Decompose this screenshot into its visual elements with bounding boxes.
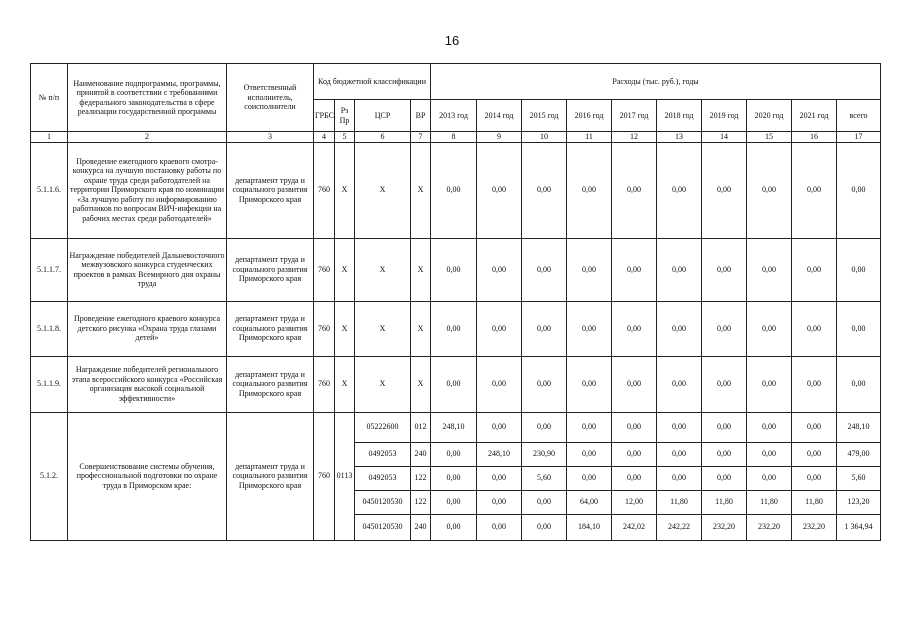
row-value: 184,10: [567, 514, 612, 540]
row-value: 248,10: [477, 442, 522, 466]
column-number: 3: [227, 132, 314, 143]
row-value: 0,00: [837, 238, 881, 301]
row-value: 0,00: [522, 301, 567, 356]
row-value: 0,00: [567, 356, 612, 412]
header-year: 2021 год: [792, 100, 837, 132]
row-value: 0,00: [431, 142, 477, 238]
row-csr: Х: [355, 238, 411, 301]
header-sub-csr: ЦСР: [355, 100, 411, 132]
row-responsible: департамент труда и социального развития Приморского края: [227, 142, 314, 238]
row-value: 64,00: [567, 490, 612, 514]
row-vr: Х: [411, 356, 431, 412]
row-rzpr: 0113: [335, 412, 355, 540]
column-number: 2: [68, 132, 227, 143]
column-number: 17: [837, 132, 881, 143]
header-year: 2016 год: [567, 100, 612, 132]
row-value: 479,00: [837, 442, 881, 466]
header-col-budget-code: Код бюджетной классификации: [314, 64, 431, 100]
row-vr: 240: [411, 514, 431, 540]
row-value: 0,00: [702, 142, 747, 238]
row-grbs: 760: [314, 412, 335, 540]
row-grbs: 760: [314, 356, 335, 412]
row-value: 0,00: [477, 514, 522, 540]
row-value: 0,00: [747, 466, 792, 490]
table-row: [31, 301, 881, 356]
row-vr: 122: [411, 490, 431, 514]
row-value: 0,00: [792, 301, 837, 356]
row-grbs: 760: [314, 142, 335, 238]
row-value: 0,00: [477, 238, 522, 301]
row-value: 232,20: [792, 514, 837, 540]
row-value: 230,90: [522, 442, 567, 466]
row-value: 232,20: [747, 514, 792, 540]
row-rzpr: Х: [335, 356, 355, 412]
header-sub-grbs: ГРБС: [314, 100, 335, 132]
row-value: 0,00: [657, 412, 702, 442]
row-value: 0,00: [747, 356, 792, 412]
row-value: 0,00: [612, 356, 657, 412]
column-number: 11: [567, 132, 612, 143]
row-value: 0,00: [431, 356, 477, 412]
row-value: 0,00: [477, 356, 522, 412]
row-value: 0,00: [657, 356, 702, 412]
row-value: 0,00: [657, 142, 702, 238]
row-responsible: департамент труда и социального развития Приморского края: [227, 238, 314, 301]
row-csr: 0450120530: [355, 490, 411, 514]
row-value: 0,00: [612, 238, 657, 301]
row-value: 0,00: [477, 412, 522, 442]
row-value: 0,00: [522, 356, 567, 412]
column-number: 12: [612, 132, 657, 143]
table-row: [31, 412, 881, 442]
row-value: 0,00: [567, 466, 612, 490]
row-responsible: департамент труда и социального развития Приморского края: [227, 356, 314, 412]
row-grbs: 760: [314, 301, 335, 356]
row-value: 0,00: [792, 142, 837, 238]
row-responsible: департамент труда и социального развития Приморского края: [227, 301, 314, 356]
header-year: 2015 год: [522, 100, 567, 132]
row-value: 0,00: [702, 301, 747, 356]
column-number: 14: [702, 132, 747, 143]
budget-table: [30, 63, 881, 541]
row-value: 0,00: [612, 466, 657, 490]
row-responsible: департамент труда и социального развития Приморского края: [227, 412, 314, 540]
row-csr: Х: [355, 301, 411, 356]
row-number: 5.1.1.9.: [31, 356, 68, 412]
row-value: 0,00: [792, 412, 837, 442]
row-vr: Х: [411, 238, 431, 301]
row-csr: 05222600: [355, 412, 411, 442]
header-year: 2017 год: [612, 100, 657, 132]
row-value: 5,60: [522, 466, 567, 490]
row-value: 0,00: [792, 466, 837, 490]
row-value: 0,00: [657, 442, 702, 466]
column-number: 1: [31, 132, 68, 143]
row-value: 0,00: [612, 442, 657, 466]
row-value: 0,00: [702, 238, 747, 301]
row-vr: 122: [411, 466, 431, 490]
row-value: 0,00: [477, 142, 522, 238]
row-value: 0,00: [431, 490, 477, 514]
row-name: Проведение ежегодного краевого смотра-конкурса на лучшую постановку работы по охране труда среди работодателей на территории Приморского края по номинации «За лучшую работу по информированию работников по вопросам ВИЧ-инфекции на рабочих местах среди работодателей»: [68, 142, 227, 238]
row-value: 0,00: [431, 238, 477, 301]
row-value: 0,00: [612, 412, 657, 442]
row-value: 248,10: [837, 412, 881, 442]
header-year: 2018 год: [657, 100, 702, 132]
header-year: 2014 год: [477, 100, 522, 132]
row-value: 0,00: [657, 238, 702, 301]
row-value: 123,20: [837, 490, 881, 514]
row-value: 0,00: [747, 301, 792, 356]
row-value: 0,00: [702, 442, 747, 466]
row-vr: 012: [411, 412, 431, 442]
row-value: 0,00: [567, 412, 612, 442]
row-csr: 0450120530: [355, 514, 411, 540]
row-value: 248,10: [431, 412, 477, 442]
row-name: Проведение ежегодного краевого конкурса детского рисунка «Охрана труда глазами детей»: [68, 301, 227, 356]
row-value: 12,00: [612, 490, 657, 514]
row-value: 0,00: [567, 301, 612, 356]
row-value: 0,00: [702, 356, 747, 412]
row-csr: Х: [355, 356, 411, 412]
header-year: всего: [837, 100, 881, 132]
column-number: 5: [335, 132, 355, 143]
column-number: 7: [411, 132, 431, 143]
row-vr: Х: [411, 142, 431, 238]
row-value: 0,00: [702, 412, 747, 442]
row-value: 242,02: [612, 514, 657, 540]
row-value: 5,60: [837, 466, 881, 490]
row-name: Совершенствование системы обучения, профессиональной подготовки по охране труда в Приморском крае:: [68, 412, 227, 540]
row-name: Награждение победителей регионального этапа всероссийского конкурса «Российская организация высокой социальной эффективности»: [68, 356, 227, 412]
row-vr: Х: [411, 301, 431, 356]
row-value: 0,00: [522, 514, 567, 540]
row-rzpr: Х: [335, 238, 355, 301]
column-number: 4: [314, 132, 335, 143]
row-value: 0,00: [837, 356, 881, 412]
header-year: 2013 год: [431, 100, 477, 132]
row-value: 1 364,94: [837, 514, 881, 540]
header-col-no: № п/п: [31, 64, 68, 132]
column-number: 15: [747, 132, 792, 143]
row-value: 0,00: [837, 301, 881, 356]
row-value: 11,80: [747, 490, 792, 514]
column-number: 13: [657, 132, 702, 143]
row-value: 0,00: [522, 142, 567, 238]
row-csr: Х: [355, 142, 411, 238]
row-value: 242,22: [657, 514, 702, 540]
row-value: 11,80: [702, 490, 747, 514]
row-value: 0,00: [747, 142, 792, 238]
column-number: 6: [355, 132, 411, 143]
row-number: 5.1.1.8.: [31, 301, 68, 356]
table-row: [31, 142, 881, 238]
table-row: [31, 356, 881, 412]
row-value: 0,00: [567, 238, 612, 301]
row-value: 0,00: [747, 412, 792, 442]
row-value: 0,00: [522, 238, 567, 301]
column-number: 10: [522, 132, 567, 143]
row-value: 0,00: [612, 301, 657, 356]
header-col-expenses: Расходы (тыс. руб.), годы: [431, 64, 881, 100]
row-value: 0,00: [477, 466, 522, 490]
table-row: [31, 238, 881, 301]
row-value: 0,00: [477, 490, 522, 514]
header-year: 2019 год: [702, 100, 747, 132]
row-value: 0,00: [657, 301, 702, 356]
row-value: 0,00: [431, 301, 477, 356]
column-number: 9: [477, 132, 522, 143]
row-value: 0,00: [477, 301, 522, 356]
row-value: 0,00: [567, 442, 612, 466]
row-number: 5.1.2.: [31, 412, 68, 540]
row-value: 0,00: [431, 466, 477, 490]
row-number: 5.1.1.6.: [31, 142, 68, 238]
row-value: 0,00: [747, 442, 792, 466]
row-value: 11,80: [792, 490, 837, 514]
row-value: 0,00: [837, 142, 881, 238]
row-value: 0,00: [702, 466, 747, 490]
header-col-responsible: Ответственный исполнитель, соисполнители: [227, 64, 314, 132]
header-year: 2020 год: [747, 100, 792, 132]
row-value: 0,00: [792, 442, 837, 466]
row-number: 5.1.1.7.: [31, 238, 68, 301]
row-rzpr: Х: [335, 301, 355, 356]
header-sub-vr: ВР: [411, 100, 431, 132]
row-value: 0,00: [792, 238, 837, 301]
column-number: 16: [792, 132, 837, 143]
row-value: 0,00: [657, 466, 702, 490]
header-sub-rzpr: Рз Пр: [335, 100, 355, 132]
row-value: 11,80: [657, 490, 702, 514]
row-vr: 240: [411, 442, 431, 466]
row-value: 0,00: [747, 238, 792, 301]
row-csr: 0492053: [355, 466, 411, 490]
row-value: 0,00: [612, 142, 657, 238]
row-csr: 0492053: [355, 442, 411, 466]
row-value: 0,00: [567, 142, 612, 238]
row-name: Награждение победителей Дальневосточного межвузовского конкурса студенческих проектов в рамках Всемирного дня охраны труда: [68, 238, 227, 301]
row-rzpr: Х: [335, 142, 355, 238]
row-value: 0,00: [522, 490, 567, 514]
row-value: 0,00: [792, 356, 837, 412]
row-grbs: 760: [314, 238, 335, 301]
column-number: 8: [431, 132, 477, 143]
page-number: 16: [444, 33, 460, 48]
row-value: 0,00: [522, 412, 567, 442]
row-value: 0,00: [431, 442, 477, 466]
row-value: 232,20: [702, 514, 747, 540]
row-value: 0,00: [431, 514, 477, 540]
header-col-name: Наименование подпрограммы, программы, принятой в соответствии с требованиями федерального законодательства в сфере реализации государственной программы: [68, 64, 227, 132]
